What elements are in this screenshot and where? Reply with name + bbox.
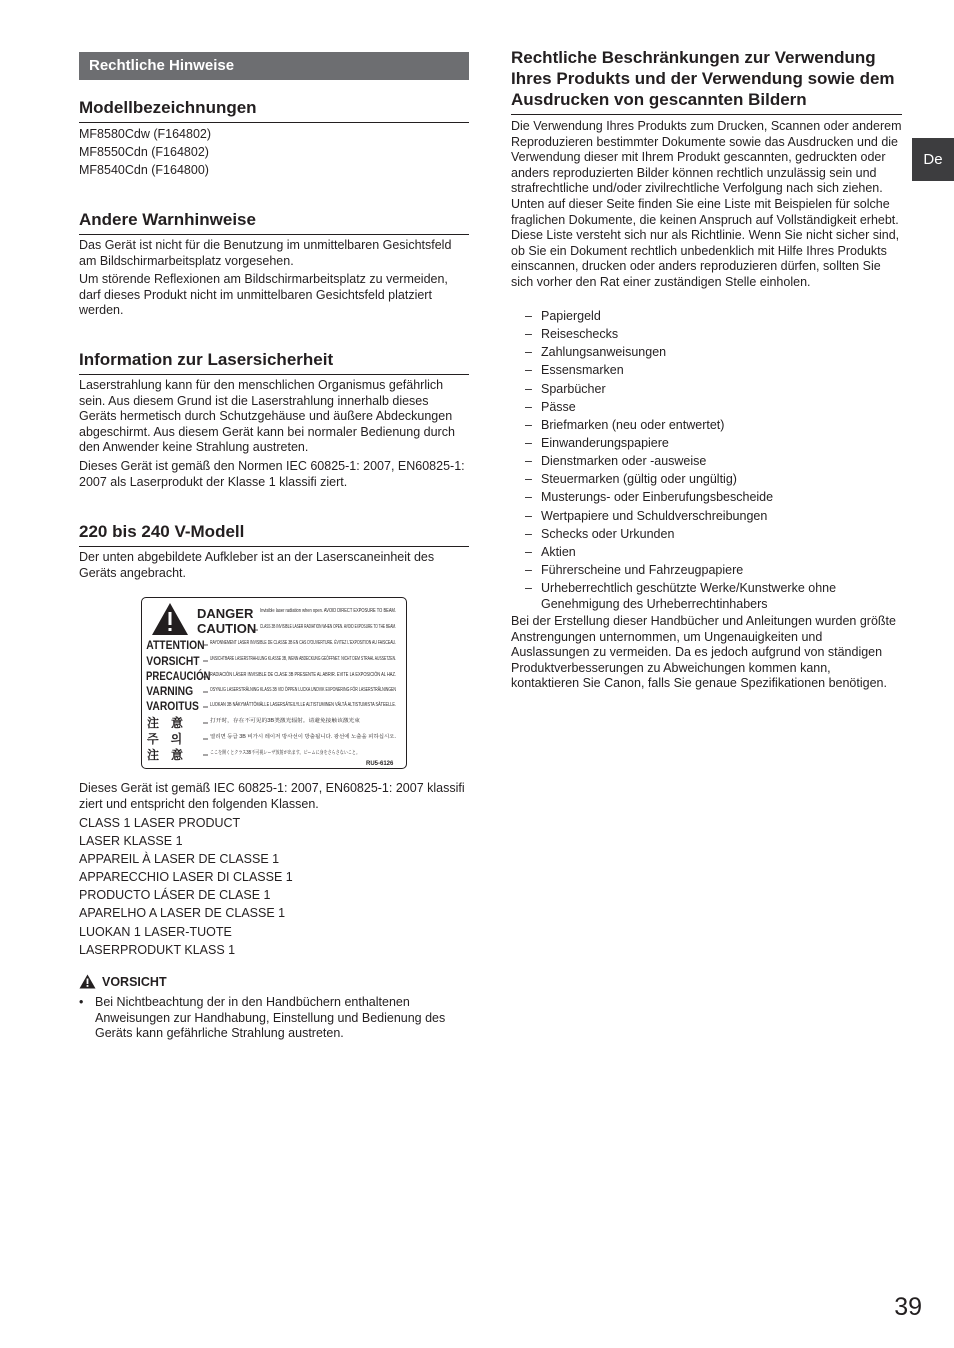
restrictions-paragraph-1: Die Verwendung Ihres Produkts zum Drucken, Scannen oder anderem Reproduzieren bestimmter Dokumente sowie das Ausdrucken und die Verwendung dieser mit Ihrem Produkt gescannten, gedruckten oder anders reproduzierten Bilder können rechtlich unzulässig sein und strafrechtliche und/oder zivilrechtliche Verfolgung nach sich ziehen. Unten auf dieser Seite finden Sie eine Liste mit Beispielen für solche fraglichen Dokumente, die keinen Anspruch auf Vollständigkeit erhebt. Diese Liste versteht sich nur als Richtlinie. Wenn Sie nicht sicher sind, ob Sie ein Dokument rechtlich unbedenklich mit Hilfe Ihres Produkts einscannen, drucken oder anders reproduzieren dürfen, sollten Sie sich vorher den Rat einer zuständigen Stelle einholen.	[511, 119, 902, 289]
label-text: 打开时，存在不可见的3B类激光辐射。请避免接触该激光束	[210, 718, 347, 724]
page-number: 39	[894, 1293, 922, 1321]
language-tab[interactable]: De	[912, 138, 954, 181]
label-word: VAROITUS	[146, 700, 199, 714]
warnings-paragraph-2: Um störende Reflexionen am Bildschirmarbeitsplatz zu vermeiden, darf dieses Produkt nicht im unmittelbaren Gesichtsfeld platziert werden.	[79, 272, 448, 318]
label-word: VARNING	[146, 685, 194, 699]
label-text: RADIACIÓN LÁSER INVISIBLE DE CLASE 3B PRESENTE AL ABRIR. EVITE LA EXPOSICIÓN AL HAZ.	[210, 672, 452, 678]
model-item: MF8540Cdn (F164800)	[79, 163, 209, 178]
list-item: – Papiergeld	[525, 309, 902, 325]
class-item: APPARECCHIO LASER DI CLASSE 1	[79, 870, 293, 885]
caution-label	[79, 974, 167, 989]
model-list	[79, 125, 469, 179]
warning-triangle-icon	[79, 974, 96, 989]
label-code: RU5-6126	[366, 761, 394, 767]
label-text: Invisible laser radiation when open. AVOID DIRECT EXPOSURE TO BEAM.	[260, 608, 396, 614]
label-word: ATTENTION	[146, 639, 205, 653]
v-model-heading: 220 bis 240 V-Modell	[79, 522, 469, 547]
label-word: PRECAUCIÓN	[146, 670, 211, 684]
class-list	[79, 814, 469, 959]
list-item: – Steuermarken (gültig oder ungültig)	[525, 472, 902, 488]
list-item: – Dienstmarken oder -ausweise	[525, 454, 902, 470]
list-item: – Schecks oder Urkunden	[525, 527, 902, 543]
caution-bullet-text: Bei Nichtbeachtung der in den Handbüchern enthaltenen Anweisungen zur Handhabung, Einstellung und Bedienung des Geräts kann gefährliche Strahlung austreten.	[95, 995, 446, 1041]
list-item: – Reiseschecks	[525, 327, 902, 343]
label-text: ここを開くとクラス3B不可視レーザ放射が出ます。ビームに身をさらさないこと。	[210, 750, 403, 756]
restrictions-heading: Rechtliche Beschränkungen zur Verwendung Ihres Produkts und der Verwendung sowie dem Ausdrucken von gescannten Bildern	[511, 47, 902, 115]
label-word: 주 의	[147, 732, 183, 746]
list-item: – Einwanderungspapiere	[525, 436, 902, 452]
bullet-dot: •	[79, 995, 84, 1009]
laser-heading: Information zur Lasersicherheit	[79, 350, 469, 375]
list-item: – Führerscheine und Fahrzeugpapiere	[525, 563, 902, 579]
v-model-paragraph-2: Dieses Gerät ist gemäß IEC 60825-1: 2007, EN60825-1: 2007 klassifi ziert und entspricht den folgenden Klassen.	[79, 781, 465, 811]
laser-warning-label	[141, 597, 496, 769]
class-item: LUOKAN 1 LASER-TUOTE	[79, 924, 232, 939]
class-item: LASERPRODUKT KLASS 1	[79, 942, 236, 957]
class-item: LASER KLASSE 1	[79, 834, 183, 849]
list-item: – Briefmarken (neu oder entwertet)	[525, 418, 902, 434]
document-list	[525, 309, 902, 615]
label-word: VORSICHT	[146, 655, 200, 669]
model-item: MF8550Cdn (F164802)	[79, 145, 209, 160]
label-text: CLASS 3B INVISIBLE LASER RADIATION WHEN OPEN. AVOID EXPOSURE TO THE BEAM.	[260, 624, 396, 630]
laser-paragraph-2: Dieses Gerät ist gemäß den Normen IEC 60825-1: 2007, EN60825-1: 2007 als Laserprodukt der Klasse 1 klassifi ziert.	[79, 459, 465, 489]
caution-label-text: VORSICHT	[102, 974, 167, 989]
model-heading: Modellbezeichnungen	[79, 98, 469, 123]
laser-label-graphic	[142, 598, 496, 768]
list-item: – Musterungs- oder Einberufungsbescheide	[525, 490, 902, 506]
list-item: – Essensmarken	[525, 363, 902, 379]
label-text: OSYNLIG LASERSTRÅLNING KLASS 3B VID ÖPPEN LUCKA UNDVIK EXPONERING FÖR LASERSTRÅLNINGEN	[210, 687, 481, 693]
restrictions-paragraph-2: Bei der Erstellung dieser Handbücher und Anleitungen wurden größte Anstrengungen unternommen, um Ungenauigkeiten und Auslassungen zu vermeiden. Da es jedoch aufgrund von ständigen Produktverbesserungen zu Abweichungen kommen kann, kontaktieren Sie Canon, falls Sie genaue Spezifikationen benötigen.	[511, 614, 896, 691]
class-item: PRODUCTO LÁSER DE CLASE 1	[79, 888, 271, 903]
model-item: MF8580Cdw (F164802)	[79, 127, 212, 141]
label-text: 열리면 등급 3B 비가시 레이저 방사선이 방출됩니다. 광선에 노출을 피하십시오.	[210, 734, 388, 740]
list-item: – Wertpapiere und Schuldverschreibungen	[525, 509, 902, 525]
warnings-paragraph-1: Das Gerät ist nicht für die Benutzung im unmittelbaren Gesichtsfeld am Bildschirmarbeitsplatz vorgesehen.	[79, 238, 452, 268]
list-item: – Sparbücher	[525, 382, 902, 398]
list-item: – Zahlungsanweisungen	[525, 345, 902, 361]
class-item: APARELHO A LASER DE CLASSE 1	[79, 906, 286, 921]
laser-paragraph-1: Laserstrahlung kann für den menschlichen Organismus gefährlich sein. Aus diesem Grund ist die Laserstrahlung innerhalb dieses Geräts hermetisch durch Schutzgehäuse und äußere Abdeckungen abgeschirmt. Aus diesem Gerät kann bei normaler Bedienung durch den Anwender keine Strahlung austreten.	[79, 378, 455, 455]
label-word: CAUTION	[197, 621, 257, 636]
class-item: CLASS 1 LASER PRODUCT	[79, 816, 241, 830]
label-word: DANGER	[197, 606, 254, 621]
label-word: 注 意	[147, 748, 184, 762]
list-item: – Urheberrechtlich geschützte Werke/Kunstwerke ohne Genehmigung des Urheberrechtinhabers	[525, 581, 902, 612]
section-title-bar: Rechtliche Hinweise	[79, 52, 469, 80]
list-item: – Aktien	[525, 545, 902, 561]
label-text: LUOKAN 3B NÄKYMÄTTÖMÄLLE LASERSÄTEILYLLE ALTISTUMINEN VÄLTÄ ALTISTUMISTA SÄTEELLE.	[210, 702, 462, 708]
warnings-heading: Andere Warnhinweise	[79, 210, 469, 235]
label-text: RAYONNEMENT LASER INVISIBLE DE CLASSE 3B EN CAS D'OUVERTURE. ÉVITEZ L'EXPOSITION AU FAISCEAU.	[210, 640, 488, 646]
v-model-paragraph-1: Der unten abgebildete Aufkleber ist an der Laserscaneinheit des Geräts angebracht.	[79, 550, 435, 580]
list-item: – Pässe	[525, 400, 902, 416]
label-word: 注 意	[147, 716, 184, 730]
class-item: APPAREIL À LASER DE CLASSE 1	[79, 852, 280, 867]
label-text: UNSICHTBARE LASERSTRAHLUNG KLASSE 3B, WENN ABDECKUNG GEÖFFNET. NICHT DEM STRAHL AUSSETZEN.	[210, 656, 496, 662]
